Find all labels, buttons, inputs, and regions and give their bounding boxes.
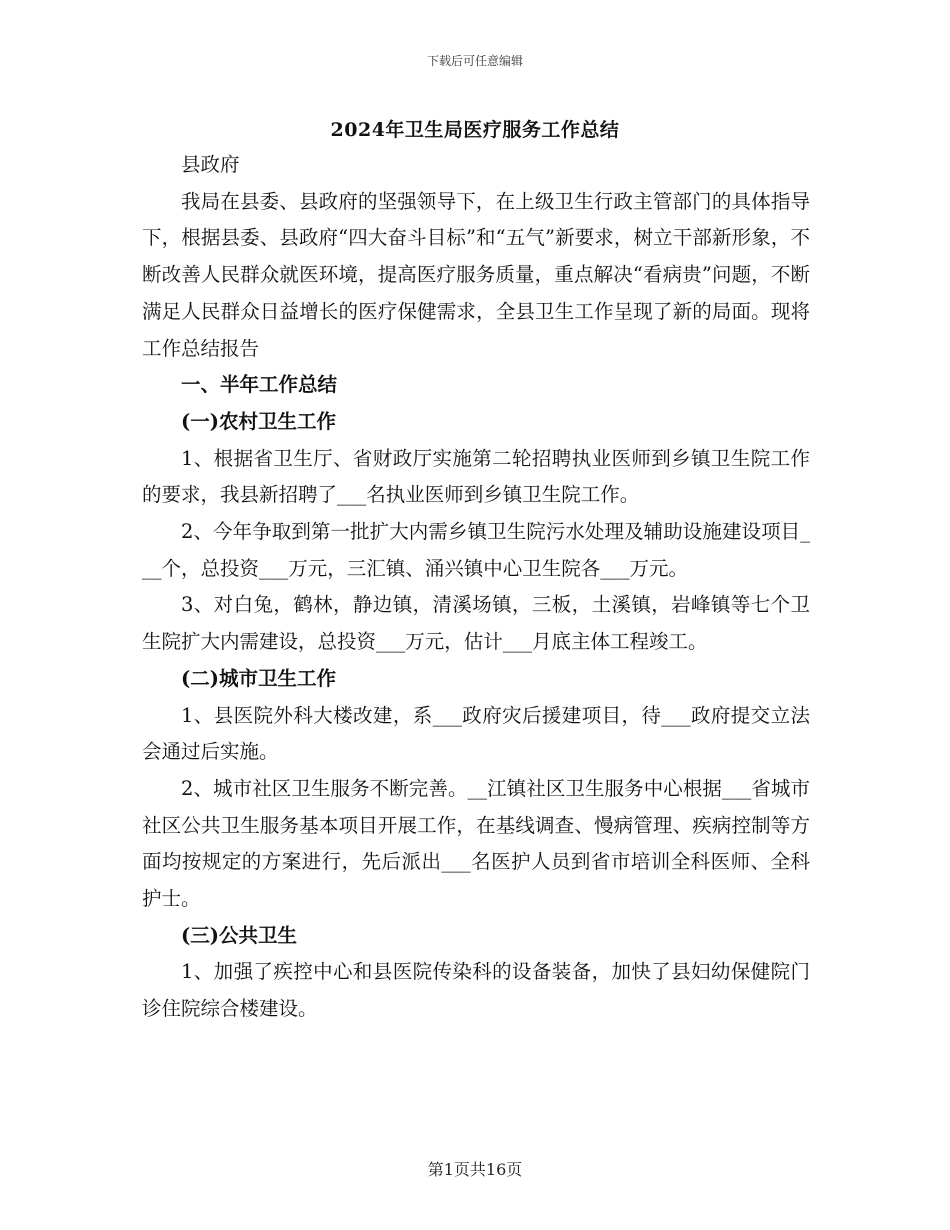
subsection-heading: (一)农村卫生工作: [181, 409, 336, 433]
document-title: 2024年卫生局医疗服务工作总结: [330, 119, 620, 141]
subsection-heading: (二)城市卫生工作: [181, 666, 336, 690]
subsection-heading: (三)公共卫生: [181, 923, 297, 947]
body-paragraph: 2、今年争取到第一批扩大内需乡镇卫生院污水处理及辅助设施建设项目___个，总投资___万元，三汇镇、涌兴镇中心卫生院各___万元。: [142, 520, 810, 580]
body-paragraph: 2、城市社区卫生服务不断完善。__江镇社区卫生服务中心根据___省城市社区公共卫生服务基本项目开展工作，在基线调查、慢病管理、疾病控制等方面均按规定的方案进行，先后派出___名医护人员到省市培训全科医师、全科护士。: [142, 776, 810, 911]
document-body: [142, 147, 810, 1028]
body-paragraph: 1、县医院外科大楼改建，系___政府灾后援建项目，待___政府提交立法会通过后实施。: [142, 703, 810, 764]
body-paragraph: 1、根据省卫生厅、省财政厅实施第二轮招聘执业医师到乡镇卫生院工作的要求，我县新招聘了___名执业医师到乡镇卫生院工作。: [142, 446, 810, 507]
section-heading: 一、半年工作总结: [181, 373, 338, 397]
page-number-footer: 第1页共16页: [427, 1160, 523, 1179]
intro-paragraph: 我局在县委、县政府的坚强领导下，在上级卫生行政主管部门的具体指导下，根据县委、县政府“四大奋斗目标”和“五气”新要求，树立干部新形象，不断改善人民群众就医环境，提高医疗服务质量，重点解决“看病贵”问题，不断满足人民群众日益增长的医疗保健需求，全县卫生工作呈现了新的局面。现将工作总结报告: [142, 189, 810, 360]
header-note: 下载后可任意编辑: [426, 54, 523, 68]
body-paragraph: 1、加强了疾控中心和县医院传染科的设备装备，加快了县妇幼保健院门诊住院综合楼建设。: [142, 960, 810, 1021]
body-paragraph: 3、对白兔，鹤林，静边镇，清溪场镇，三板，土溪镇，岩峰镇等七个卫生院扩大内需建设，总投资___万元，估计___月底主体工程竣工。: [142, 593, 810, 654]
salutation: 县政府: [181, 153, 240, 176]
